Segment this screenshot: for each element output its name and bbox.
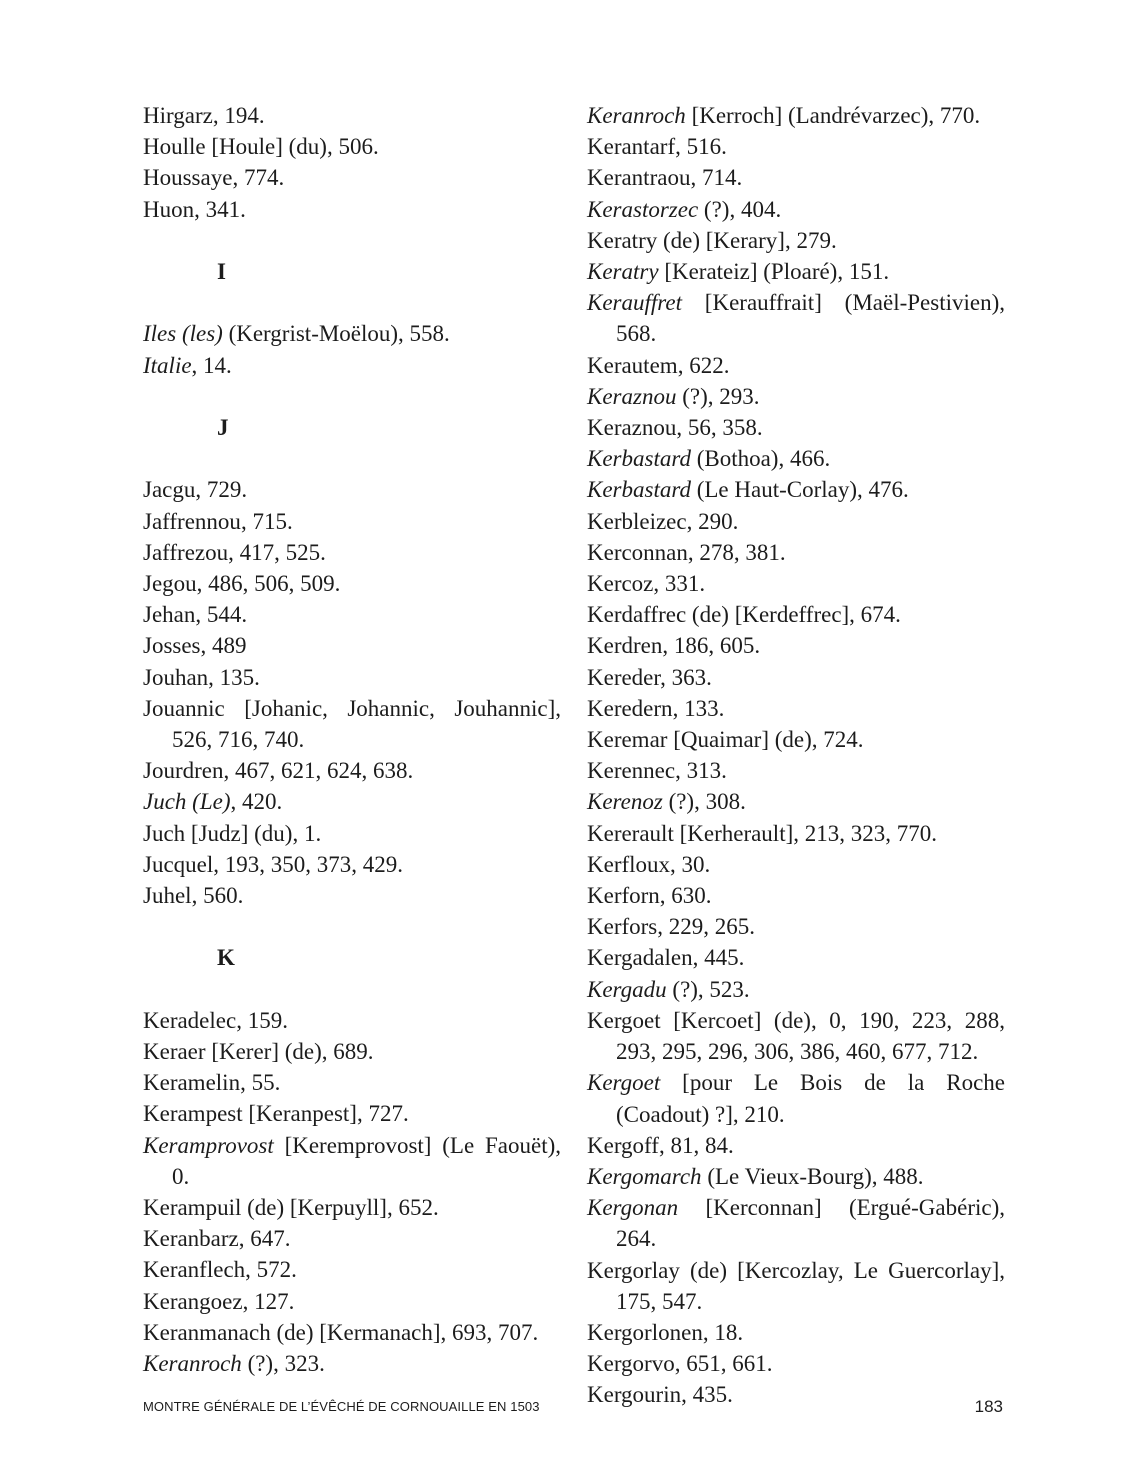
index-entry <box>587 942 1005 973</box>
index-entry <box>587 100 1005 131</box>
index-term: Kerfors <box>587 914 658 940</box>
index-column-right <box>587 100 1005 1411</box>
index-entry <box>587 568 1005 599</box>
index-term: Keranmanach <box>143 1319 271 1345</box>
index-term: Kergadu <box>587 976 667 1002</box>
index-references: , 127. <box>242 1288 295 1314</box>
index-entry <box>143 318 561 349</box>
index-references: , 363. <box>660 664 712 690</box>
index-entry <box>143 162 561 193</box>
index-references: , 420. <box>230 789 283 815</box>
index-term: Keraznou <box>587 415 677 441</box>
index-entry <box>587 911 1005 942</box>
index-references: , 774. <box>232 165 285 191</box>
index-entry <box>143 599 561 630</box>
index-entry <box>587 880 1005 911</box>
index-references: , 417, 525. <box>228 539 326 565</box>
index-term: Kergorlay <box>587 1257 680 1283</box>
index-entry <box>587 1005 1005 1067</box>
index-entry <box>587 1161 1005 1192</box>
index-term: Kerampuil <box>143 1195 242 1221</box>
index-term: Keradelec <box>143 1007 237 1033</box>
index-references: , 467, 621, 624, 638. <box>223 758 414 784</box>
index-term: Kererault <box>587 820 674 846</box>
index-entry <box>587 1067 1005 1129</box>
index-letter-heading: J <box>217 414 229 440</box>
index-references: (Le Vieux-Bourg), 488. <box>701 1163 924 1189</box>
index-term: Keranbarz <box>143 1226 239 1252</box>
index-references: , 729. <box>195 477 248 503</box>
index-references: , 30. <box>670 851 711 877</box>
index-references: , 159. <box>236 1007 288 1033</box>
index-term: Hirgarz <box>143 103 213 128</box>
index-references: [Kerateiz] (Ploaré), 151. <box>658 259 890 285</box>
index-term: Kerantarf <box>587 134 676 160</box>
index-references: , 341. <box>194 196 246 222</box>
index-references: , 331. <box>653 571 706 597</box>
index-entry <box>143 1067 561 1098</box>
index-term: Jaffrennou <box>143 508 241 534</box>
index-references: [Johanic, Johannic, Jouhannic], 526, 716, 740. <box>172 695 561 752</box>
index-term: Keranflech <box>143 1257 246 1283</box>
index-references: , 18. <box>702 1319 744 1345</box>
index-term: Keranroch <box>143 1351 242 1377</box>
index-term: Kergoet <box>587 1070 661 1096</box>
index-references: [Houle] (du), 506. <box>205 134 379 160</box>
index-term: Huon <box>143 196 195 222</box>
index-entry <box>587 350 1005 381</box>
index-entry <box>587 755 1005 786</box>
index-letter-heading: I <box>217 259 226 284</box>
index-entry <box>587 630 1005 661</box>
index-references: , 445. <box>692 945 745 971</box>
index-entry <box>143 662 561 693</box>
index-entry <box>143 568 561 599</box>
index-entry <box>587 724 1005 755</box>
index-entry <box>587 131 1005 162</box>
index-term: Juhel <box>143 883 192 909</box>
index-references: , 229, 265. <box>657 914 755 940</box>
index-references: (de) [Kerdeffrec], 674. <box>686 602 901 628</box>
index-entry <box>587 443 1005 474</box>
index-term: Iles (les) <box>143 321 223 347</box>
index-entry <box>143 1005 561 1036</box>
index-entry <box>587 1379 1005 1410</box>
index-entry <box>587 225 1005 256</box>
index-references: (Bothoa), 466. <box>690 446 831 472</box>
index-references: [Kerroch] (Landrévarzec), 770. <box>685 103 981 128</box>
index-references: (?), 404. <box>698 196 782 222</box>
index-entry <box>587 849 1005 880</box>
index-entry <box>143 350 561 381</box>
index-entry <box>143 1098 561 1129</box>
index-entry <box>143 755 561 786</box>
index-references: , 516. <box>675 134 727 160</box>
index-references: , 630. <box>659 883 712 909</box>
index-entry <box>143 1130 561 1192</box>
index-entry <box>143 194 561 225</box>
index-references: [Keremprovost] (Le Faouët), 0. <box>172 1132 561 1189</box>
index-term: Kergorlonen <box>587 1319 703 1345</box>
index-term: Kerdaffrec <box>587 602 687 628</box>
index-term: Houssaye <box>143 165 233 191</box>
index-references: , 81, 84. <box>658 1132 734 1158</box>
index-entry <box>587 1192 1005 1254</box>
index-references: (de) [Kerary], 279. <box>657 227 837 253</box>
index-term: Kerangoez <box>143 1288 243 1314</box>
index-entry <box>143 1286 561 1317</box>
index-references: , 622. <box>677 352 730 378</box>
index-references: [Kercoet] (de), 0, 190, 223, 288, 293, 295, 296, 306, 386, 460, 677, 712. <box>616 1007 1005 1065</box>
index-references: [Keranpest], 727. <box>242 1101 409 1127</box>
index-term: Jouannic <box>143 695 225 721</box>
index-entry <box>143 537 561 568</box>
index-references: [Judz] (du), 1. <box>185 820 322 846</box>
index-term: Jacgu <box>143 477 196 503</box>
index-term: Kerastorzec <box>587 196 699 222</box>
index-entry <box>587 256 1005 287</box>
index-entry <box>143 1192 561 1223</box>
index-entry <box>587 1348 1005 1379</box>
index-entry <box>587 662 1005 693</box>
index-entry <box>143 880 561 911</box>
index-entry <box>143 1254 561 1285</box>
index-term: Keredern <box>587 695 673 721</box>
index-entry <box>143 1223 561 1254</box>
index-references: , 278, 381. <box>687 539 786 565</box>
index-term: Kerenoz <box>587 789 663 815</box>
index-entry <box>587 1130 1005 1161</box>
index-term: Keramprovost <box>143 1132 274 1158</box>
page-number: 183 <box>974 1397 1003 1416</box>
index-entry <box>587 599 1005 630</box>
index-references: , 714. <box>690 165 743 191</box>
index-term: Josses <box>143 633 201 659</box>
index-entry <box>143 786 561 817</box>
index-references: , 651, 661. <box>674 1351 773 1377</box>
index-term: Kerauffret <box>587 290 682 316</box>
index-term: Keranroch <box>587 103 686 128</box>
index-references: (Kergrist-Moëlou), 558. <box>222 321 450 347</box>
index-references: (Le Haut-Corlay), 476. <box>690 477 909 503</box>
index-references: , 133. <box>672 695 725 721</box>
index-references: , 186, 605. <box>662 633 761 659</box>
index-term: Kerautem <box>587 352 678 378</box>
index-term: Jouhan <box>143 664 209 690</box>
index-entry <box>587 194 1005 225</box>
index-references: [Kerherault], 213, 323, 770. <box>673 820 937 846</box>
index-references: [pour Le Bois de la Roche (Coadout) ?], 210. <box>616 1070 1005 1127</box>
index-term: Kergomarch <box>587 1163 702 1189</box>
index-term: Kergonan <box>587 1195 679 1221</box>
index-entry <box>587 381 1005 412</box>
index-term: Keraznou <box>587 383 677 409</box>
index-term: Keramelin <box>143 1070 241 1096</box>
index-term: Houlle <box>143 134 206 160</box>
index-term: Juch <box>143 820 186 846</box>
index-references: (de) [Kercozlay, Le Guercorlay], 175, 547. <box>616 1257 1005 1314</box>
index-entry <box>143 1317 561 1348</box>
index-entry <box>143 630 561 661</box>
index-entry <box>143 849 561 880</box>
index-term: Kergadalen <box>587 945 693 971</box>
index-term: Juch (Le) <box>143 789 231 815</box>
index-references: , 544. <box>195 602 248 628</box>
index-term: Kerbastard <box>587 446 691 472</box>
index-term: Kerbleizec <box>587 508 687 534</box>
index-term: Kergourin <box>587 1382 682 1408</box>
index-entry <box>587 1255 1005 1317</box>
index-references: , 56, 358. <box>676 415 763 441</box>
index-term: Keratry <box>587 259 659 285</box>
index-term: Italie <box>143 352 192 378</box>
index-entry <box>587 1317 1005 1348</box>
index-references: , 194. <box>212 103 265 128</box>
index-entry <box>587 506 1005 537</box>
index-entry <box>587 786 1005 817</box>
index-entry <box>587 974 1005 1005</box>
index-term: Jucquel <box>143 851 214 877</box>
index-entry <box>587 537 1005 568</box>
index-term: Kerconnan <box>587 539 688 565</box>
index-entry <box>587 412 1005 443</box>
index-references: , 715. <box>240 508 293 534</box>
index-term: Kerdren <box>587 633 663 659</box>
index-term: Kerampest <box>143 1101 243 1127</box>
index-references: , 14. <box>191 352 232 378</box>
index-term: Kerforn <box>587 883 660 909</box>
index-term: Kereder <box>587 664 661 690</box>
index-term: Kergorvo <box>587 1351 675 1377</box>
index-term: Jehan <box>143 602 196 628</box>
index-entry <box>143 818 561 849</box>
index-references: , 290. <box>686 508 739 534</box>
index-term: Kerantraou <box>587 165 691 191</box>
index-references: , 313. <box>675 758 727 784</box>
index-entry <box>143 100 561 131</box>
index-entry <box>143 1348 561 1379</box>
index-references: (de) [Kerpuyll], 652. <box>241 1195 439 1221</box>
index-term: Kerennec <box>587 758 676 784</box>
index-references: [Kerconnan] (Ergué-Gabéric), 264. <box>616 1195 1005 1252</box>
index-references: , 55. <box>240 1070 281 1096</box>
index-term: Jourdren <box>143 758 224 784</box>
index-entry <box>143 1036 561 1067</box>
index-references: (de) [Kermanach], 693, 707. <box>270 1319 539 1345</box>
index-references: [Kerauffrait] (Maël-Pestivien), 568. <box>616 290 1005 347</box>
index-entry <box>587 162 1005 193</box>
index-entry <box>587 474 1005 505</box>
index-references: , 193, 350, 373, 429. <box>213 851 404 877</box>
index-references: (?), 323. <box>241 1351 325 1377</box>
index-references: , 572. <box>245 1257 297 1283</box>
index-term: Jaffrezou <box>143 539 229 565</box>
index-entry <box>587 693 1005 724</box>
index-term: Keraer <box>143 1039 206 1064</box>
index-references: , 435. <box>681 1382 733 1408</box>
index-column-left <box>143 100 561 1379</box>
index-references: (?), 308. <box>662 789 746 815</box>
index-letter-heading: K <box>217 945 235 971</box>
index-references: , 647. <box>238 1226 291 1252</box>
index-entry <box>587 287 1005 349</box>
index-references: , 560. <box>191 883 244 909</box>
index-references: [Kerer] (de), 689. <box>205 1039 374 1064</box>
index-entry <box>143 474 561 505</box>
index-references: (?), 293. <box>676 383 760 409</box>
index-entry <box>587 818 1005 849</box>
index-term: Kerfloux <box>587 851 671 877</box>
index-references: , 489 <box>200 633 247 659</box>
index-term: Kergoff <box>587 1132 659 1158</box>
index-references: , 486, 506, 509. <box>196 570 341 596</box>
index-references: , 135. <box>208 664 260 690</box>
index-term: Keremar <box>587 727 668 753</box>
index-entry <box>143 131 561 162</box>
index-entry <box>143 506 561 537</box>
running-title: MONTRE GÉNÉRALE DE L’ÉVÊCHÉ DE CORNOUAILLE EN 1503 <box>143 1399 540 1414</box>
index-references: (?), 523. <box>666 976 750 1002</box>
index-references: [Quaimar] (de), 724. <box>667 727 864 753</box>
index-term: Keratry <box>587 227 658 253</box>
index-term: Kercoz <box>587 571 654 597</box>
index-entry <box>143 693 561 755</box>
index-term: Kerbastard <box>587 477 691 503</box>
index-term: Kergoet <box>587 1007 661 1033</box>
index-term: Jegou <box>143 570 197 596</box>
